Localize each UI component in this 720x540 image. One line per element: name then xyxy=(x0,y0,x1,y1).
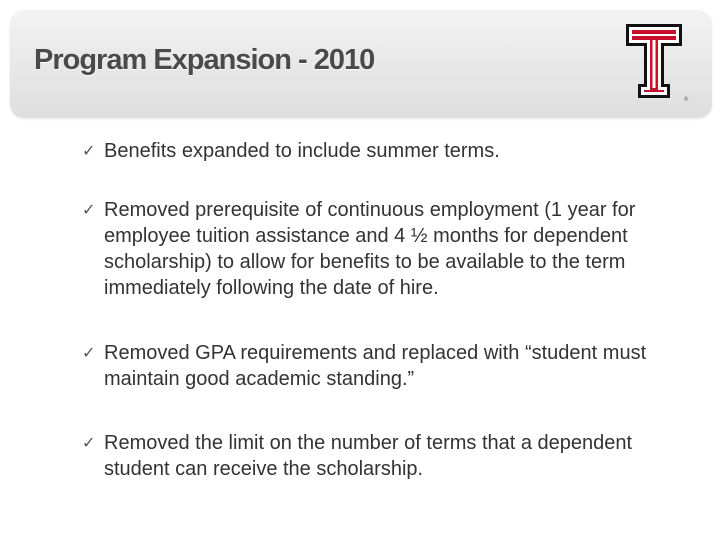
slide-title: Program Expansion - 2010 xyxy=(34,44,375,76)
check-icon: ✓ xyxy=(82,141,96,160)
bullet-text: Benefits expanded to include summer terms. xyxy=(104,140,500,162)
check-icon: ✓ xyxy=(82,433,96,452)
check-icon: ✓ xyxy=(82,200,96,219)
registered-mark: ® xyxy=(683,96,689,103)
bullet-text: Removed the limit on the number of terms that a dependent student can receive the scholarship. xyxy=(104,432,633,480)
bullet-list xyxy=(82,138,692,482)
check-icon: ✓ xyxy=(82,343,96,362)
title-bar xyxy=(10,10,712,118)
bullet-text: Removed GPA requirements and replaced with “student must maintain good academic standing.” xyxy=(104,342,647,390)
bullet-item xyxy=(82,430,692,482)
bullet-item xyxy=(82,197,692,301)
bullet-item xyxy=(82,138,692,164)
bullet-item xyxy=(82,340,692,392)
bullet-text: Removed prerequisite of continuous employment (1 year for employee tuition assistance and 4 ½ months for dependent scholarship) to allow for benefits to be available to the term immediately following the date of hire. xyxy=(104,199,636,299)
double-t-logo-icon xyxy=(626,22,688,104)
